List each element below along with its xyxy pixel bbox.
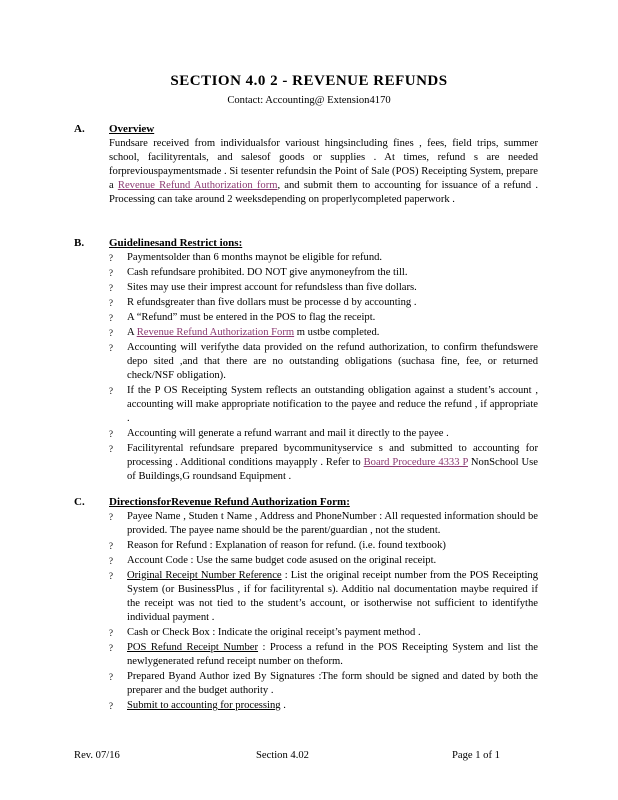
list-item-label: Submit to accounting for processing [127,700,281,711]
bullet-icon: ? [109,328,113,338]
direction-item [109,641,538,669]
section-a-letter: A. [74,123,85,135]
footer-page-number: Page 1 of 1 [452,750,500,761]
list-item-text: A “Refund” must be entered in the POS to flag the receipt. [127,312,376,323]
list-item-text: NonSchool Use of Buildings,G roundsand Equipment . [127,457,538,482]
list-item-text: A [127,327,137,338]
list-item-text: Accounting will verifythe data provided on the refund authorization, to confirm thefundswere depo sited ,and that there are no outstanding obligations (suchasa fine, fee, or returned check/NSF obligation). [127,342,538,381]
list-item-text: If the P OS Receipting System reflects an outstanding obligation against a student’s account , accounting will make appropriate notification to the payee and reduce the refund , if appropriate . [127,385,538,424]
direction-item [109,554,538,568]
bullet-icon: ? [109,386,113,396]
list-item-text: Paymentsolder than 6 months maynot be eligible for refund. [127,252,383,263]
overview-text-part-1: Fundsare received from individualsfor varioust hingsincluding fines , fees, field trips, summer school, facilityrentals, and salesof goods or supplies . At times, refund s are needed forpreviouspaymentsmade . Si tesenter refundsin the Point of Sale (POS) Receipting System, prepare a [109,138,538,191]
bullet-icon: ? [109,268,113,278]
list-item-text: . [280,700,286,711]
bullet-icon: ? [109,571,113,581]
list-item-label: Original Receipt Number Reference [127,570,282,581]
bullet-icon: ? [109,429,113,439]
bullet-icon: ? [109,253,113,263]
direction-item [109,539,538,553]
list-item-text: Facilityrental refundsare prepared bycommunityservice s and submitted to accounting for processing . Additional conditions mayapply . Refer to [127,443,538,468]
list-item-text: Cash or Check Box : Indicate the original receipt’s payment method . [127,627,421,638]
guideline-item [109,281,538,295]
overview-text-part-2: , and submit them to accounting for issuance of a refund . Processing can take around 2 weeksdepending on properlycompleted paperwork . [109,180,539,205]
section-c-letter: C. [74,496,85,508]
contact-line: Contact: Accounting@ Extension4170 [227,95,391,106]
page-title: SECTION 4.0 2 - REVENUE REFUNDS [170,73,448,89]
bullet-icon: ? [109,672,113,682]
list-item-text: Cash refundsare prohibited. DO NOT give anymoneyfrom the till. [127,267,408,278]
bullet-icon: ? [109,541,113,551]
footer-section: Section 4.02 [256,750,309,761]
section-a-overview-text [109,137,538,207]
guideline-item [109,341,538,383]
bullet-icon: ? [109,643,113,653]
bullet-icon: ? [109,444,113,454]
bullet-icon: ? [109,628,113,638]
guideline-item [109,326,538,340]
guideline-item [109,266,538,280]
guideline-item [109,427,538,441]
section-b-heading: Guidelinesand Restrict ions: [109,237,243,249]
list-item-text: : List the original receipt number from the POS Receipting System (or BusinessPlus , if for facilityrental s). Additio nal documentation maybe required if the receipt was not tied to the student’s account, or isotherwise not sufficient to identifythe individual payment . [127,570,539,623]
list-item-text: Account Code : Use the same budget code asused on the original receipt. [127,555,437,566]
list-item-text: Prepared Byand Author ized By Signatures :The form should be signed and dated by both the preparer and the budget authority . [127,671,538,696]
section-c-heading: DirectionsforRevenue Refund Authorization Form: [109,496,350,508]
section-a-heading: Overview [109,123,155,135]
guideline-item [109,442,538,484]
bullet-icon: ? [109,298,113,308]
revenue-refund-form-link[interactable]: Revenue Refund Authorization form [117,180,278,191]
list-item-text: : Process a refund in the POS Receipting System and list the newlygenerated refund receipt number on theform. [127,642,538,667]
guideline-item [109,384,538,426]
direction-item [109,626,538,640]
list-item-text: R efundsgreater than five dollars must be processe d by accounting . [127,297,417,308]
list-item-text: Reason for Refund : Explanation of reason for refund. (i.e. found textbook) [127,540,446,551]
directions-list [109,510,538,714]
list-item-label: POS Refund Receipt Number [127,642,259,653]
list-item-text: m ustbe completed. [294,327,380,338]
list-item-text: Sites may use their imprest account for refundsless than five dollars. [127,282,417,293]
bullet-icon: ? [109,343,113,353]
direction-item [109,699,538,713]
bullet-icon: ? [109,313,113,323]
list-item-text: Accounting will generate a refund warrant and mail it directly to the payee . [127,428,449,439]
guidelines-list [109,251,538,485]
list-item-text: Payee Name , Studen t Name , Address and PhoneNumber : All requested information should be provided. The payee name should be the parent/guardian , not the student. [127,511,538,536]
document-link[interactable]: Board Procedure 4333 P [363,457,468,468]
guideline-item [109,296,538,310]
document-link[interactable]: Revenue Refund Authorization Form [136,327,295,338]
guideline-item [109,311,538,325]
footer-revision: Rev. 07/16 [74,750,120,761]
bullet-icon: ? [109,701,113,711]
bullet-icon: ? [109,283,113,293]
direction-item [109,670,538,698]
section-b-letter: B. [74,237,85,249]
guideline-item [109,251,538,265]
bullet-icon: ? [109,556,113,566]
direction-item [109,569,538,625]
bullet-icon: ? [109,512,113,522]
direction-item [109,510,538,538]
